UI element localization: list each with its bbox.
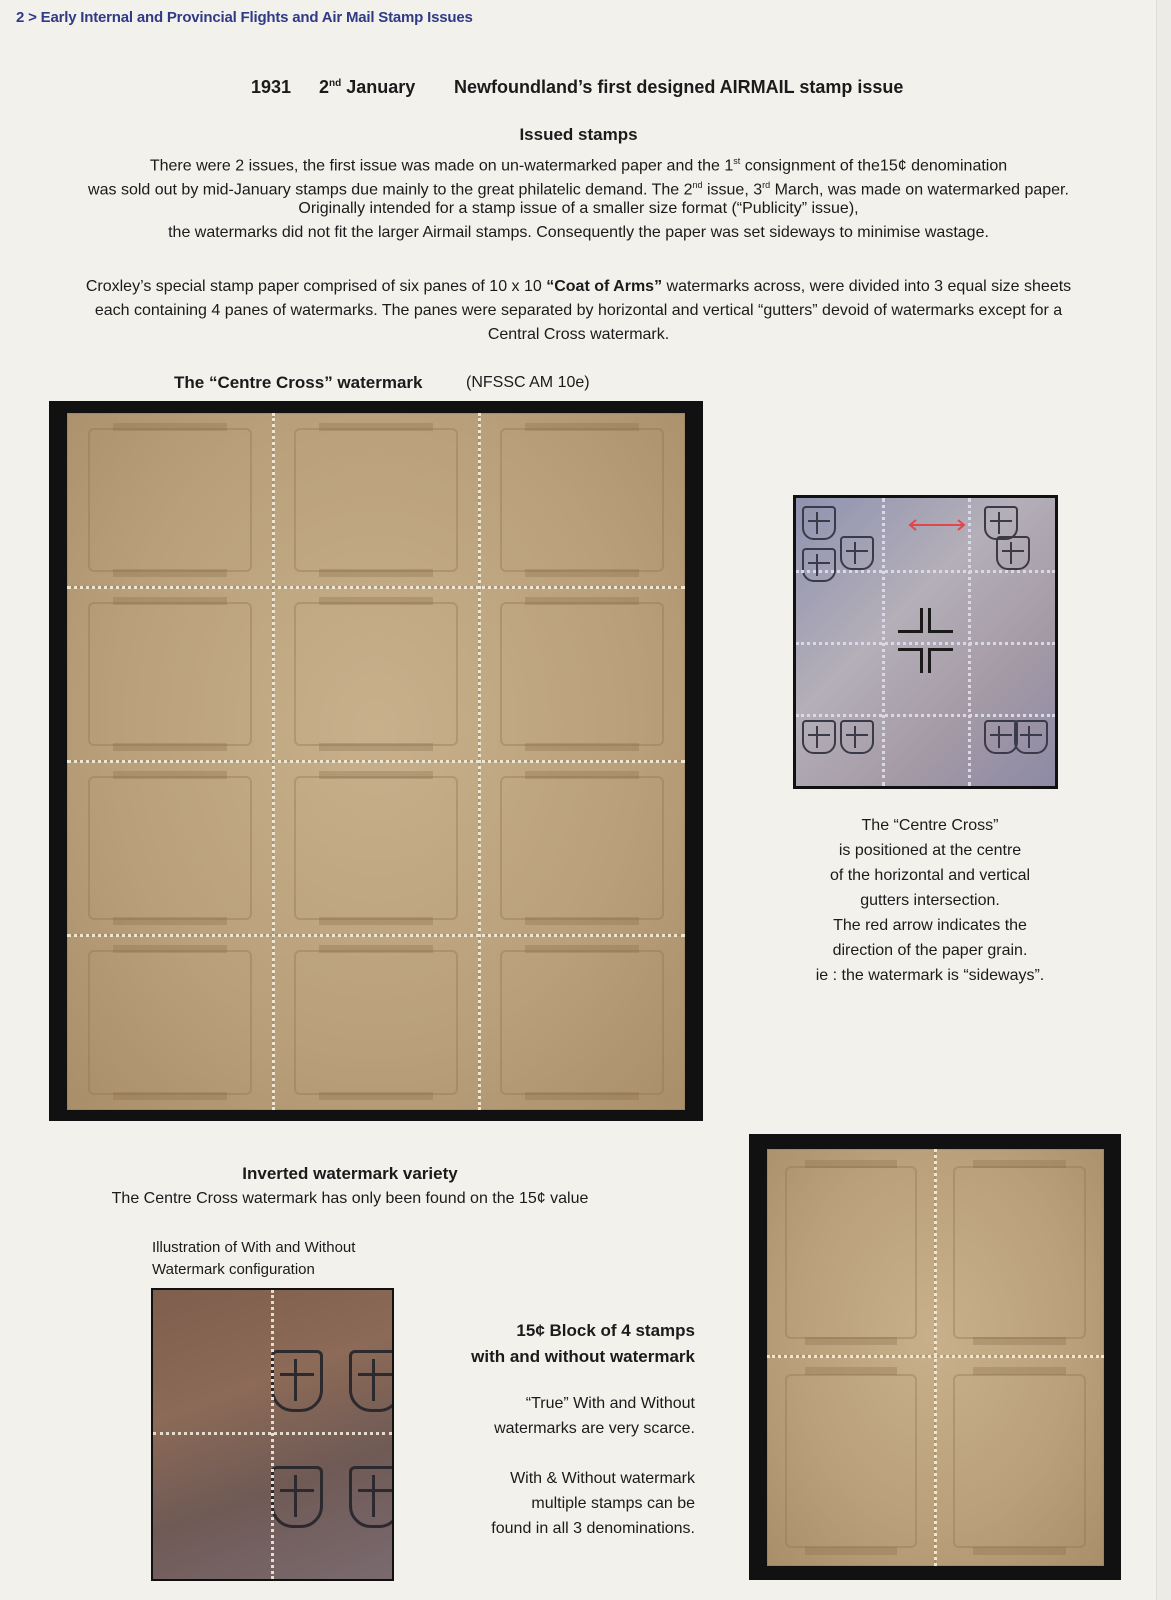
note-line-7: ie : the watermark is “sideways”. xyxy=(815,967,1045,984)
coat-of-arms-icon xyxy=(802,720,836,754)
issued-line-2c: March, was made on watermarked paper. xyxy=(770,181,1069,199)
title-date xyxy=(319,77,415,98)
coat-of-arms-icon xyxy=(984,506,1018,540)
perforation-horizontal xyxy=(796,642,1055,645)
stamp-3 xyxy=(479,413,685,587)
block-heading xyxy=(430,1318,695,1370)
stamp-8 xyxy=(273,761,479,935)
perforation-horizontal-3 xyxy=(67,934,685,937)
coat-of-arms-icon xyxy=(802,548,836,582)
note-line-5: The red arrow indicates the xyxy=(833,917,1027,934)
coat-of-arms-icon xyxy=(271,1466,323,1528)
perforation-horizontal xyxy=(796,570,1055,573)
croxley-line-1b: watermarks across, were divided into 3 equal size sheets xyxy=(662,278,1072,295)
grain-direction-arrow-icon xyxy=(906,518,968,532)
perforation-horizontal xyxy=(767,1355,1104,1358)
block-stamp-3 xyxy=(767,1356,935,1566)
issued-line-2-sup1: nd xyxy=(692,180,703,190)
coat-of-arms-icon xyxy=(996,536,1030,570)
title-heading: Newfoundland’s first designed AIRMAIL stamp issue xyxy=(454,77,904,97)
block-stamp-4 xyxy=(935,1356,1104,1566)
with-without-illustration-frame xyxy=(151,1288,394,1581)
perforation-horizontal xyxy=(153,1432,392,1435)
centre-cross-detail-frame xyxy=(793,495,1058,789)
block-note-2-line-3: found in all 3 denominations. xyxy=(491,1520,695,1537)
block-heading-2: with and without watermark xyxy=(471,1347,695,1366)
title-year: 1931 xyxy=(251,77,292,97)
block-stamp-2 xyxy=(935,1149,1104,1356)
stamp-9 xyxy=(479,761,685,935)
coat-of-arms-icon xyxy=(349,1350,392,1412)
coat-of-arms-icon xyxy=(840,720,874,754)
stamp-7 xyxy=(67,761,273,935)
inverted-heading: Inverted watermark variety xyxy=(242,1164,458,1183)
stamp-12 xyxy=(479,935,685,1110)
issued-line-2-sup2: rd xyxy=(762,180,771,190)
centre-cross-note xyxy=(780,813,1080,988)
issued-heading: Issued stamps xyxy=(519,125,638,144)
note-line-4: gutters intersection. xyxy=(860,892,1000,909)
with-without-illustration xyxy=(153,1290,392,1579)
centre-cross-sheet-frame xyxy=(49,401,703,1121)
block-of-4-frame xyxy=(749,1134,1121,1580)
block-note-1 xyxy=(430,1391,695,1441)
block-note-1-line-1: “True” With and Without xyxy=(525,1395,695,1412)
croxley-line-1 xyxy=(0,275,1157,299)
centre-cross-mark-icon xyxy=(898,608,923,633)
issued-line-2b: issue, 3 xyxy=(702,181,763,199)
coat-of-arms-icon xyxy=(802,506,836,540)
title-day-suffix: nd xyxy=(329,78,342,89)
croxley-line-1a: Croxley’s special stamp paper comprised of six panes of 10 x 10 xyxy=(85,278,547,295)
inverted-text: The Centre Cross watermark has only been found on the 15¢ value xyxy=(111,1190,589,1207)
issued-line-3: Originally intended for a stamp issue of a smaller size format (“Publicity” issue), xyxy=(298,200,859,217)
stamp-4 xyxy=(67,587,273,761)
note-line-1: The “Centre Cross” xyxy=(861,817,999,834)
issued-line-1a: There were 2 issues, the first issue was made on un-watermarked paper and the 1 xyxy=(149,157,734,175)
stamp-10 xyxy=(67,935,273,1110)
note-line-2: is positioned at the centre xyxy=(838,842,1022,859)
title-month: January xyxy=(346,77,416,97)
issued-line-1-sup: st xyxy=(733,156,741,166)
block-note-1-line-2: watermarks are very scarce. xyxy=(494,1420,695,1437)
coat-of-arms-icon xyxy=(1014,720,1048,754)
block-stamp-1 xyxy=(767,1149,935,1356)
coat-of-arms-icon xyxy=(349,1466,392,1528)
block-note-2-line-1: With & Without watermark xyxy=(510,1470,695,1487)
stamp-1 xyxy=(67,413,273,587)
issued-line-2a: was sold out by mid-January stamps due mainly to the great philatelic demand. The 2 xyxy=(88,181,693,199)
stamp-11 xyxy=(273,935,479,1110)
block-note-2 xyxy=(430,1466,695,1541)
stamp-2 xyxy=(273,413,479,587)
centre-cross-caption: The “Centre Cross” watermark xyxy=(174,373,423,392)
illustration-caption xyxy=(152,1237,355,1281)
croxley-line-3: Central Cross watermark. xyxy=(487,326,670,343)
page-header: 2 > Early Internal and Provincial Flights and Air Mail Stamp Issues xyxy=(16,9,473,26)
centre-cross-mark-icon xyxy=(928,648,953,673)
coat-of-arms-icon xyxy=(840,536,874,570)
title-day: 2 xyxy=(319,77,330,97)
centre-cross-ref: (NFSSC AM 10e) xyxy=(466,374,590,391)
note-line-6: direction of the paper grain. xyxy=(832,942,1028,959)
centre-cross-mark-icon xyxy=(898,648,923,673)
illustration-line-2: Watermark configuration xyxy=(152,1261,315,1278)
croxley-coat-of-arms: “Coat of Arms” xyxy=(546,278,663,295)
block-of-4 xyxy=(767,1149,1104,1566)
perforation-horizontal-1 xyxy=(67,586,685,589)
stamp-6 xyxy=(479,587,685,761)
centre-cross-mark-icon xyxy=(928,608,953,633)
issued-line-4: the watermarks did not fit the larger Airmail stamps. Consequently the paper was set sideways to minimise wastage. xyxy=(168,224,989,241)
centre-cross-sheet xyxy=(67,413,685,1110)
coat-of-arms-icon xyxy=(271,1350,323,1412)
block-heading-1: 15¢ Block of 4 stamps xyxy=(516,1321,695,1340)
note-line-3: of the horizontal and vertical xyxy=(829,867,1031,884)
coat-of-arms-icon xyxy=(984,720,1018,754)
stamp-5 xyxy=(273,587,479,761)
issued-line-1b: consignment of the15¢ denomination xyxy=(740,157,1008,175)
block-note-2-line-2: multiple stamps can be xyxy=(531,1495,695,1512)
croxley-line-2: each containing 4 panes of watermarks. The panes were separated by horizontal and vertical “gutters” devoid of watermarks except for a xyxy=(94,302,1063,319)
page-edge xyxy=(1156,0,1171,1600)
perforation-horizontal xyxy=(796,714,1055,717)
centre-cross-detail xyxy=(796,498,1055,786)
illustration-line-1: Illustration of With and Without xyxy=(152,1239,356,1256)
perforation-horizontal-2 xyxy=(67,760,685,763)
